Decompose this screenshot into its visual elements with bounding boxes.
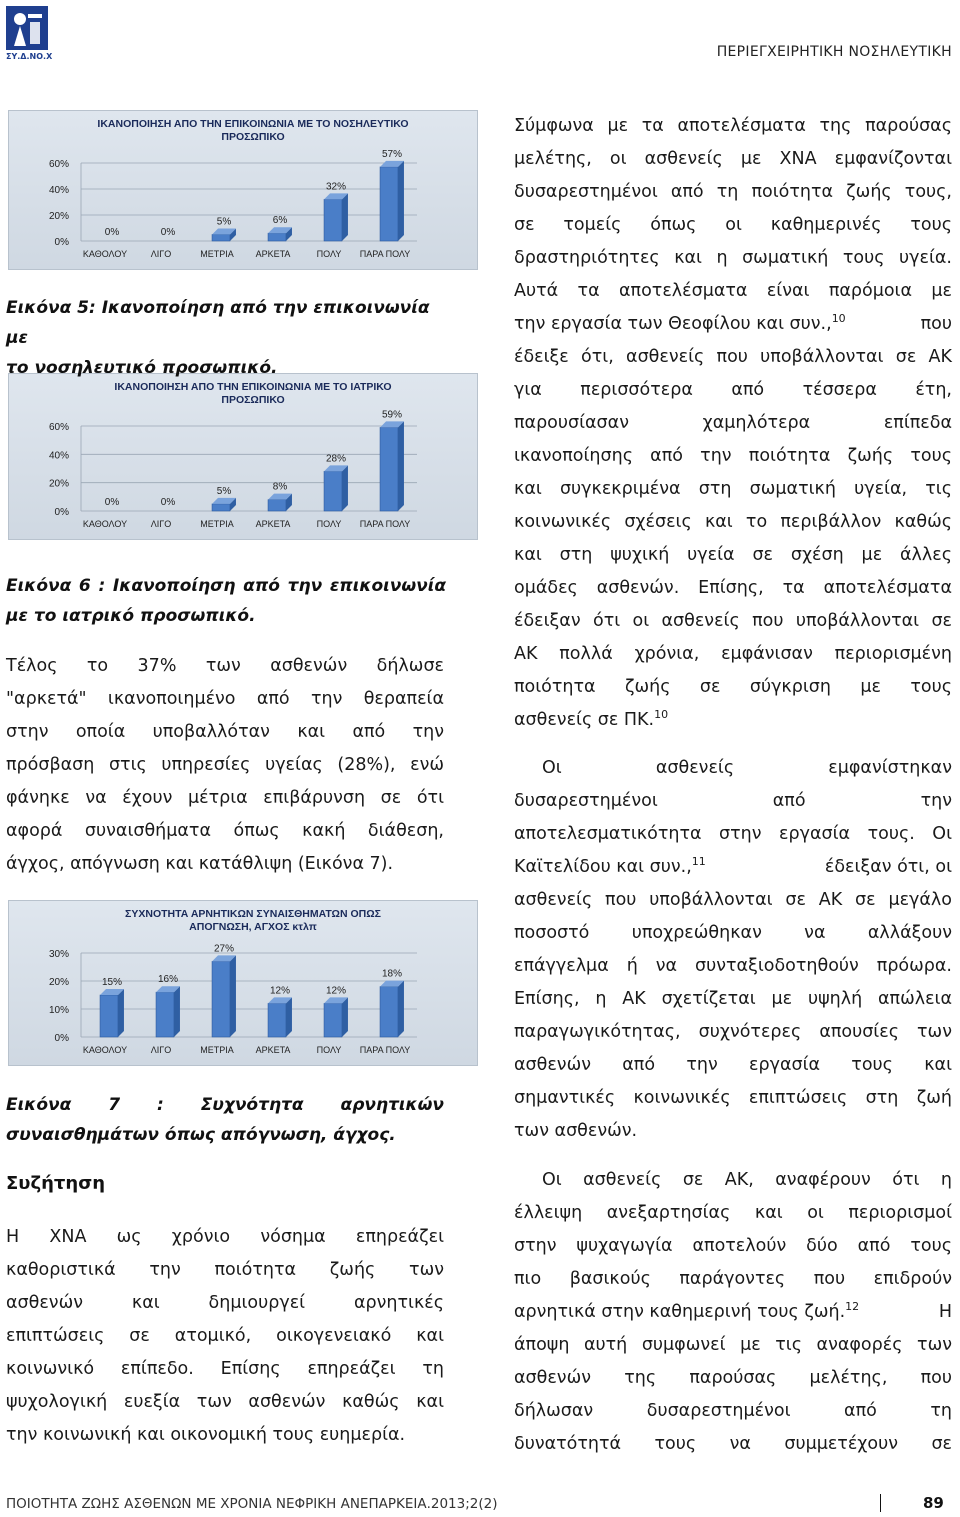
data-label: 0%: [104, 227, 120, 238]
discussion-heading: Συζήτηση: [6, 1173, 106, 1194]
text-line: δραστηριότητες και η σωματική τους υγεία.: [514, 248, 952, 268]
text-line: σημαντικές κοινωνικές επιπτώσεις στη ζωή: [514, 1088, 952, 1108]
text-line: "αρκετά" ικανοποιημένο από την θεραπεία: [6, 689, 444, 709]
bar-side: [398, 421, 404, 511]
y-tick-label: 30%: [48, 949, 69, 960]
bar: [380, 987, 398, 1037]
text-line: δυσαρεστημένοι από τη ποιότητα ζωής τους,: [514, 182, 952, 202]
data-label: 0%: [160, 227, 176, 238]
text-line: επιπτώσεις σε ατομικό, οικογενειακό και: [6, 1326, 444, 1346]
data-label: 0%: [160, 497, 176, 508]
text-line: και στη ψυχική υγεία σε σχέση με άλλες: [514, 545, 952, 565]
text-line: άποψη αυτή συμφωνεί με τις αναφορές των: [514, 1335, 952, 1355]
text-line: μελέτης, οι ασθενείς με ΧΝΑ εμφανίζονται: [514, 149, 952, 169]
bar-side: [398, 981, 404, 1037]
text-line: έλλειψη ανεξαρτησίας και οι περιορισμοί: [514, 1203, 952, 1223]
text-line: Αυτά τα αποτελέσματα είναι παρόμοια με: [514, 281, 952, 301]
bar-side: [342, 193, 348, 241]
reference-10: 10: [831, 312, 846, 325]
bar: [324, 199, 342, 241]
chart-negative-emotions: [8, 900, 478, 1066]
x-tick-label: ΠΟΛΥ: [316, 1045, 342, 1055]
chart-title-line: ΙΚΑΝΟΠΟΙΗΣΗ ΑΠΟ ΤΗΝ ΕΠΙΚΟΙΝΩΝΙΑ ΜΕ ΤΟ ΝΟΣΗΛΕΥΤΙΚΟ: [97, 118, 409, 130]
x-tick-label: ΠΑΡΑ ΠΟΛΥ: [359, 519, 411, 529]
data-label: 12%: [325, 985, 347, 997]
y-tick-label: 40%: [48, 450, 69, 462]
chart-title-line: ΙΚΑΝΟΠΟΙΗΣΗ ΑΠΟ ΤΗΝ ΕΠΙΚΟΙΝΩΝΙΑ ΜΕ ΤΟ ΙΑΤΡΙΚΟ: [114, 381, 392, 393]
y-tick-label: 60%: [48, 159, 69, 170]
text-line: ΑΚ πολλά χρόνια, εμφάνισαν περιορισμένη: [514, 644, 952, 664]
text-line: σε τομείς όπως οι καθημερινές τους: [514, 215, 952, 235]
chart-title-line: ΠΡΟΣΩΠΙΚΟ: [221, 394, 285, 406]
text-line: πρόσβαση στις υπηρεσίες υγείας (28%), ενώ: [6, 755, 444, 775]
text-line: δυνατότητά τους να συμμετέχουν σε: [514, 1434, 952, 1454]
y-tick-label: 20%: [48, 211, 69, 222]
y-tick-label: 0%: [54, 507, 69, 518]
logo-emblem: [6, 6, 48, 50]
bar-side: [398, 161, 404, 241]
text-line: ποιότητα ζωής σε σύγκριση με τους: [514, 677, 952, 697]
chart-title-line: ΣΥΧΝΟΤΗΤΑ ΑΡΝΗΤΙΚΩΝ ΣΥΝΑΙΣΘΗΜΑΤΩΝ ΟΠΩΣ: [125, 908, 381, 920]
text-line: ομάδες ασθενών. Επίσης, τα αποτελέσματα: [514, 578, 952, 598]
x-tick-label: ΚΑΘΟΛΟΥ: [82, 249, 128, 259]
data-label: 57%: [381, 148, 403, 160]
x-tick-label: ΚΑΘΟΛΟΥ: [82, 1045, 128, 1055]
text-line: των ασθενών.: [514, 1121, 638, 1141]
text-line: [514, 704, 952, 737]
y-tick-label: 20%: [48, 977, 69, 988]
caption-line: το νοσηλευτικό προσωπικό.: [6, 358, 278, 378]
x-tick-label: ΜΕΤΡΙΑ: [200, 519, 234, 529]
y-tick-label: 20%: [48, 478, 69, 490]
text-line: [514, 308, 952, 341]
text-line: παραγωγικότητας, συχνότερες απουσίες των: [514, 1022, 952, 1042]
x-tick-label: ΑΡΚΕΤΑ: [255, 519, 291, 529]
text-span: έδειξαν ότι, οι: [824, 857, 952, 877]
text-line: δυσαρεστημένοι από την: [514, 791, 952, 811]
text-line: κοινωνικές σχέσεις και το περιβάλλον καθώς: [514, 512, 952, 532]
text-line: ψυχολογική ευεξία των ασθενών καθώς και: [6, 1392, 444, 1412]
x-tick-label: ΛΙΓΟ: [150, 249, 172, 259]
x-tick-label: ΑΡΚΕΤΑ: [255, 249, 291, 259]
x-tick-label: ΠΑΡΑ ΠΟΛΥ: [359, 1045, 411, 1055]
text-line: καθοριστικά την ποιότητα ζωής των: [6, 1260, 444, 1280]
reference-10: 10: [654, 708, 669, 721]
bar: [324, 471, 342, 511]
x-tick-label: ΠΑΡΑ ΠΟΛΥ: [359, 249, 411, 259]
data-label: 27%: [213, 943, 235, 955]
chart-title-line: ΑΠΟΓΝΩΣΗ, ΑΓΧΟΣ κτλπ: [189, 921, 317, 933]
bar: [212, 235, 230, 242]
x-tick-label: ΜΕΤΡΙΑ: [200, 249, 234, 259]
left-paragraph-discussion: [6, 1221, 444, 1452]
text-span: που: [920, 314, 952, 334]
x-tick-label: ΚΑΘΟΛΟΥ: [82, 519, 128, 529]
text-line: κοινωνικό επίπεδο. Επίσης επηρεάζει τη: [6, 1359, 444, 1379]
text-line: επάγγελμα ή να συνταξιοδοτηθούν πρόωρα.: [514, 956, 952, 976]
bar: [324, 1003, 342, 1037]
text-line: ικανοποίησης από την ποιότητα ζωής τους: [514, 446, 952, 466]
text-line: παρουσίασαν χαμηλότερα επίπεδα: [514, 413, 952, 433]
page-number: 89: [880, 1494, 944, 1512]
data-label: 5%: [216, 485, 232, 497]
reference-11: 11: [691, 855, 706, 868]
data-label: 32%: [325, 181, 347, 193]
text-line: φάνηκε να έχουν μέτρια επιβάρυνση σε ότι: [6, 788, 444, 808]
data-label: 16%: [157, 974, 179, 986]
text-line: πιο βασικούς παράγοντες που επιδρούν: [514, 1269, 952, 1289]
text-line: στην ψυχαγωγία αποτελούν δύο από τους: [514, 1236, 952, 1256]
x-tick-label: ΑΡΚΕΤΑ: [255, 1045, 291, 1055]
text-span: την εργασία των Θεοφίλου και συν.,: [514, 314, 832, 334]
bar-side: [118, 989, 124, 1037]
data-label: 15%: [101, 977, 123, 988]
running-title: ΠΕΡΙΕΓΧΕΙΡΗΤΙΚΗ ΝΟΣΗΛΕΥΤΙΚΗ: [716, 44, 952, 60]
chart-title-line: ΠΡΟΣΩΠΙΚΟ: [221, 131, 285, 143]
text-line: και συγκεκριμένα στη σωματική υγεία, τις: [514, 479, 952, 499]
y-tick-label: 40%: [48, 185, 69, 196]
data-label: 59%: [381, 409, 403, 421]
data-label: 0%: [104, 497, 120, 508]
x-tick-label: ΛΙΓΟ: [150, 1045, 172, 1055]
y-tick-label: 10%: [48, 1005, 69, 1016]
bar-side: [342, 997, 348, 1037]
caption-line: συναισθημάτων όπως απόγνωση, άγχος.: [6, 1125, 396, 1145]
text-line: ασθενών από την εργασία τους και: [514, 1055, 952, 1075]
x-tick-label: ΠΟΛΥ: [316, 519, 342, 529]
bar: [380, 167, 398, 241]
text-span: ασθενείς σε ΠΚ.: [514, 710, 655, 730]
bar: [156, 992, 174, 1037]
text-span: αρνητικά στην καθημερινή τους ζωή.: [514, 1302, 846, 1322]
figure-5-caption: [6, 293, 446, 383]
bar-side: [230, 955, 236, 1037]
bar: [268, 1003, 286, 1037]
text-line: δήλωσαν δυσαρεστημένοι από τη: [514, 1401, 952, 1421]
text-line: Επίσης, η ΑΚ σχετίζεται με υψηλή απώλεια: [514, 989, 952, 1009]
data-label: 5%: [216, 216, 232, 228]
text-line: άγχος, απόγνωση και κατάθλιψη (Εικόνα 7).: [6, 854, 394, 874]
bar: [212, 504, 230, 511]
text-span: Η: [938, 1302, 952, 1322]
right-paragraph-1: [514, 110, 952, 737]
caption-line: Εικόνα 5: Ικανοποίηση από την επικοινωνία με: [6, 298, 430, 348]
bar: [268, 500, 286, 511]
right-paragraph-2: [514, 752, 952, 1148]
y-tick-label: 0%: [54, 237, 69, 248]
text-line: την κοινωνική και οικονομική τους ευημερία.: [6, 1425, 406, 1445]
text-line: έδειξε ότι, ασθενείς που υποβάλλονται σε ΑΚ: [514, 347, 952, 367]
text-line: Οι ασθενείς εμφανίστηκαν: [542, 758, 952, 778]
y-tick-label: 60%: [48, 422, 69, 433]
text-span: Καϊτελίδου και συν.,: [514, 857, 692, 877]
data-label: 28%: [325, 453, 347, 465]
x-tick-label: ΜΕΤΡΙΑ: [200, 1045, 234, 1055]
data-label: 6%: [272, 215, 288, 227]
bar-side: [286, 997, 292, 1037]
bar-side: [174, 986, 180, 1037]
caption-line: με το ιατρικό προσωπικό.: [6, 606, 256, 626]
text-line: [514, 851, 952, 884]
text-line: Τέλος το 37% των ασθενών δήλωσε: [6, 656, 444, 676]
text-line: για περισσότερα από τέσσερα έτη,: [514, 380, 952, 400]
right-paragraph-3: [514, 1164, 952, 1461]
caption-line: Εικόνα 6 : Ικανοποίηση από την επικοινωνία: [6, 576, 446, 596]
text-line: αποτελεσματικότητα στην εργασία τους. Οι: [514, 824, 952, 844]
journal-logo: [6, 6, 53, 62]
bar: [100, 995, 118, 1037]
text-line: Σύμφωνα με τα αποτελέσματα της παρούσας: [514, 116, 952, 136]
bar: [212, 961, 230, 1037]
x-tick-label: ΛΙΓΟ: [150, 519, 172, 529]
chart-nursing-communication: [8, 110, 478, 270]
text-line: ασθενών και δημιουργεί αρνητικές: [6, 1293, 444, 1313]
text-line: ασθενείς που υποβάλλονται σε ΑΚ σε μεγάλο: [514, 890, 952, 910]
caption-line: Εικόνα 7 : Συχνότητα αρνητικών: [6, 1095, 444, 1115]
data-label: 12%: [269, 985, 291, 997]
text-line: Η ΧΝΑ ως χρόνιο νόσημα επηρεάζει: [6, 1227, 444, 1247]
chart-medical-communication: [8, 373, 478, 540]
bar: [380, 427, 398, 511]
text-line: στην οποία υποβαλλόταν και από την: [6, 722, 444, 742]
text-line: ασθενών της παρούσας μελέτης, που: [514, 1368, 952, 1388]
text-line: ποσοστό υποχρεώθηκαν να αλλάξουν: [514, 923, 952, 943]
logo-text: ΣΥ.Δ.ΝΟ.Χ: [6, 52, 53, 61]
figure-6-caption: [6, 571, 446, 631]
text-line: Οι ασθενείς σε ΑΚ, αναφέρουν ότι η: [542, 1170, 952, 1190]
x-tick-label: ΠΟΛΥ: [316, 249, 342, 259]
bar-side: [342, 465, 348, 511]
bar: [268, 233, 286, 241]
data-label: 8%: [272, 481, 288, 493]
left-paragraph-results: [6, 650, 444, 881]
text-line: αφορά συναισθήματα όπως κακή διάθεση,: [6, 821, 444, 841]
text-line: έδειξαν ότι οι ασθενείς που υποβάλλονται σε: [514, 611, 952, 631]
y-tick-label: 0%: [54, 1033, 69, 1044]
journal-footer: ΠΟΙΟΤΗΤΑ ΖΩΗΣ ΑΣΘΕΝΩΝ ΜΕ ΧΡΟΝΙΑ ΝΕΦΡΙΚΗ ΑΝΕΠΑΡΚΕΙΑ.2013;2(2): [6, 1496, 498, 1512]
text-line: [514, 1296, 952, 1329]
reference-12: 12: [845, 1300, 860, 1313]
figure-7-caption: [6, 1090, 444, 1150]
data-label: 18%: [381, 968, 403, 980]
